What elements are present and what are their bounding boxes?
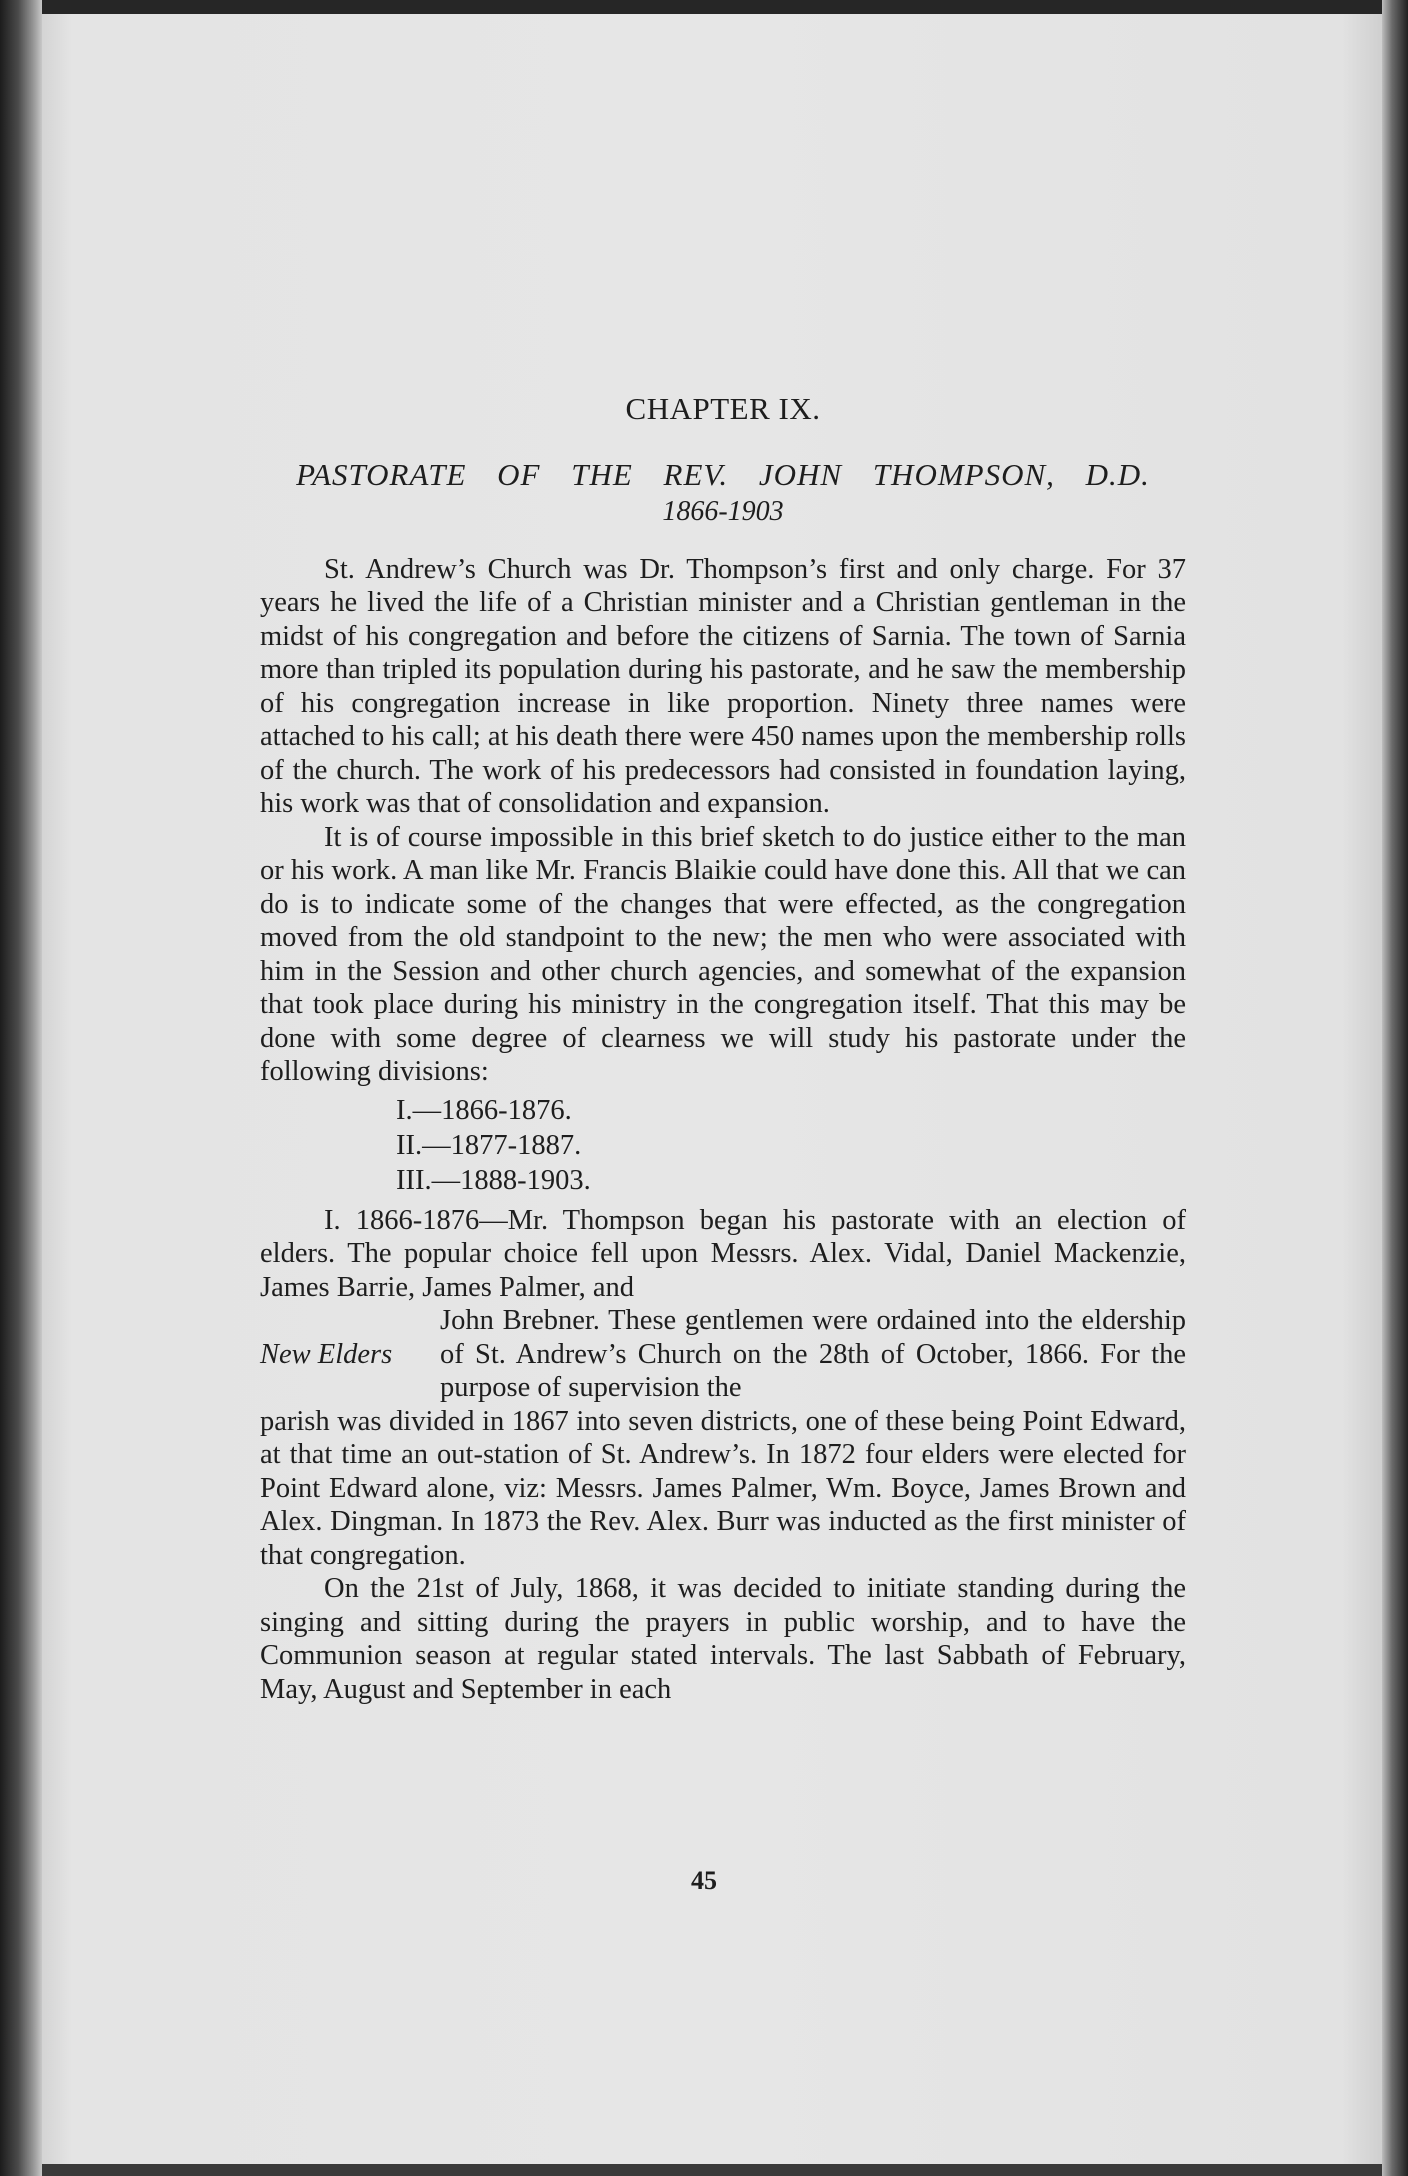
book-binding (0, 0, 42, 2176)
chapter-dates: 1866-1903 (662, 496, 784, 527)
paragraph-3-start: I. 1866-1876—Mr. Thompson began his pastorate with an election of elders. The popular choice fell upon Messrs. Alex. Vidal, Daniel Mackenzie, James Barrie, James Palmer, and (260, 1204, 1186, 1303)
margin-note: New Elders (260, 1338, 393, 1370)
page-right-edge (1382, 0, 1408, 2176)
chapter-heading: CHAPTER IX. (625, 391, 821, 426)
paragraph-4: On the 21st of July, 1868, it was decided to initiate standing during the singing and sitting during the prayers in public worship, and to have the Communion season at regular stated intervals. The last Sabbath of February, May, August and September in each (260, 1573, 1186, 1705)
paragraph-3-end: parish was divided in 1867 into seven districts, one of these being Point Edward, at that time an out-station of St. Andrew’s. In 1872 four elders were elected for Point Edward alone, viz: Messrs. James Palmer, Wm. Boyce, James Brown and Alex. Dingman. In 1873 the Rev. Alex. Burr was inducted as the first minister of that congregation. (260, 1405, 1186, 1571)
paragraph-1: St. Andrew’s Church was Dr. Thompson’s first and only charge. For 37 years he lived the life of a Christian minister and a Christian gentleman in the midst of his congregation and before the citizens of Sarnia. The town of Sarnia more than tripled its population during his pastorate, and he saw the membership of his congregation increase in like proportion. Ninety three names were attached to his call; at his death there were 450 names upon the membership rolls of the church. The work of his predecessors had consisted in foundation laying, his work was that of consolidation and expansion. (260, 553, 1186, 819)
divisions-list (260, 1093, 1186, 1198)
paragraph-3-side: John Brebner. These gentlemen were ordained into the eldership of St. Andrew’s Church on the 28th of October, 1866. For the purpose of supervision the (440, 1305, 1186, 1403)
chapter-title: PASTORATE OF THE REV. JOHN THOMPSON, D.D. (296, 456, 1150, 492)
division-item: II.—1877-1887. (396, 1129, 582, 1161)
paragraph-2: It is of course impossible in this brief sketch to do justice either to the man or his work. A man like Mr. Francis Blaikie could have done this. All that we can do is to indicate some of the changes that were effected, as the congregation moved from the old standpoint to the new; the men who were associated with him in the Session and other church agencies, and somewhat of the expansion that took place during his ministry in the congregation itself. That this may be done with some degree of clearness we will study his pastorate under the following divisions: (260, 821, 1186, 1087)
page-text (260, 380, 1186, 1706)
division-item: I.—1866-1876. (396, 1094, 572, 1126)
page-number: 45 (691, 1866, 717, 1895)
division-item: III.—1888-1903. (396, 1164, 591, 1196)
margin-note-block (260, 1304, 1186, 1405)
top-edge (0, 0, 1408, 14)
